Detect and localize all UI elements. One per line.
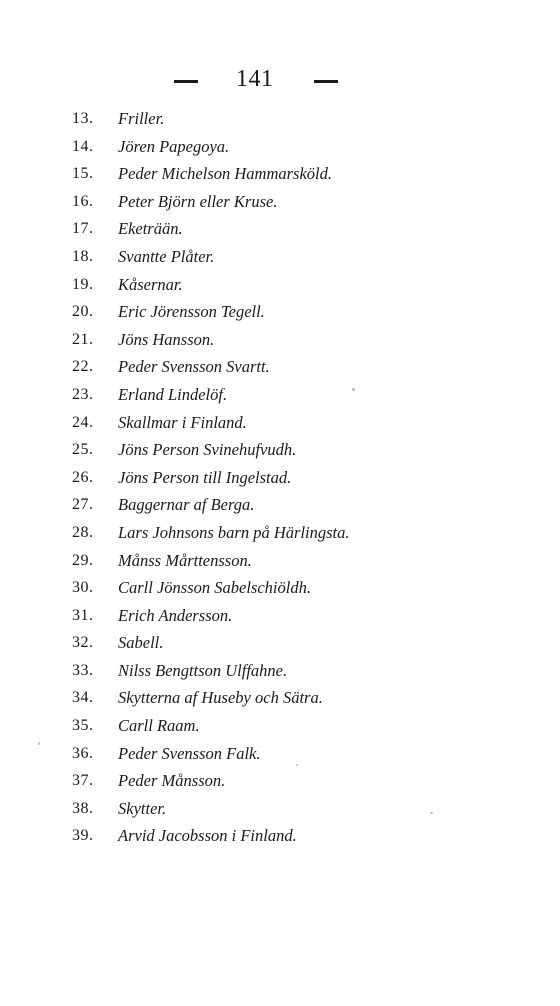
entry-name: Skallmar i Finland.	[118, 412, 247, 432]
entry-name: Friller.	[118, 109, 165, 128]
entry-name: Peter Björn eller Kruse.	[118, 191, 278, 211]
entry-number: 21.	[72, 330, 94, 348]
list-item	[0, 632, 560, 660]
entry-number: 25.	[72, 441, 94, 459]
entry-name: Lars Johnsons barn på Härlingsta.	[118, 522, 350, 542]
list-item	[0, 715, 560, 743]
entry-number: 20.	[72, 303, 94, 321]
entry-number: 35.	[72, 717, 94, 735]
entry-number: 23.	[72, 385, 94, 403]
entry-name: Skytter.	[118, 798, 167, 818]
entry-number: 36.	[72, 744, 94, 762]
entry-number: 34.	[72, 689, 94, 707]
list-item	[0, 798, 560, 826]
entry-name: Arvid Jacobsson i Finland.	[118, 826, 297, 846]
entry-number: 24.	[72, 413, 94, 431]
entry-name: Carll Jönsson Sabelschiöldh.	[118, 578, 311, 598]
entry-number: 17.	[72, 220, 94, 238]
entry-name: Baggernar af Berga.	[118, 495, 255, 515]
entry-number: 31.	[72, 606, 94, 624]
entry-number: 39.	[72, 827, 94, 845]
entry-name: Erland Lindelöf.	[118, 384, 228, 404]
list-item	[0, 467, 560, 495]
list-item	[0, 577, 560, 605]
list-item	[0, 687, 560, 715]
list-item	[0, 825, 560, 853]
entry-name: Jöns Hansson.	[118, 329, 215, 349]
list-item	[0, 246, 560, 274]
entry-name: Svantte Plåter.	[118, 246, 215, 266]
list-item	[0, 412, 560, 440]
entry-name: Jören Papegoya.	[118, 136, 230, 156]
print-speck	[296, 764, 298, 766]
entry-name: Månss Mårttensson.	[118, 550, 252, 570]
entry-name: Peder Månsson.	[118, 771, 226, 791]
entry-number: 32.	[72, 634, 94, 652]
list-item	[0, 494, 560, 522]
entry-name: Peder Michelson Hammarsköld.	[118, 164, 333, 184]
print-speck	[352, 388, 355, 391]
list-item	[0, 329, 560, 357]
header-dash-right	[314, 80, 338, 83]
header-dash-left	[174, 80, 198, 83]
entry-list	[0, 108, 560, 853]
entry-name: Eric Jörensson Tegell.	[118, 302, 265, 322]
entry-number: 26.	[72, 468, 94, 486]
list-item	[0, 136, 560, 164]
entry-name: Jöns Person Svinehufvudh.	[118, 440, 297, 460]
list-item	[0, 218, 560, 246]
entry-number: 38.	[72, 799, 94, 817]
list-item	[0, 550, 560, 578]
entry-number: 28.	[72, 523, 94, 541]
entry-number: 15.	[72, 165, 94, 183]
entry-name: Eketrään.	[118, 219, 183, 239]
entry-number: 16.	[72, 192, 94, 210]
entry-name: Erich Andersson.	[118, 605, 233, 625]
entry-name: Peder Svensson Svartt.	[118, 357, 270, 377]
list-item	[0, 301, 560, 329]
entry-number: 19.	[72, 275, 94, 293]
list-item	[0, 384, 560, 412]
list-item	[0, 605, 560, 633]
page-number: 141	[236, 66, 274, 92]
list-item	[0, 274, 560, 302]
entry-name: Carll Raam.	[118, 716, 200, 736]
entry-name: Jöns Person till Ingelstad.	[118, 467, 292, 487]
list-item	[0, 439, 560, 467]
entry-name: Nilss Bengttson Ulffahne.	[118, 660, 288, 680]
entry-name: Skytterna af Huseby och Sätra.	[118, 688, 323, 708]
page-header	[0, 66, 560, 96]
print-speck	[38, 742, 40, 745]
entry-name: Peder Svensson Falk.	[118, 743, 261, 763]
list-item	[0, 743, 560, 771]
list-item	[0, 163, 560, 191]
entry-number: 37.	[72, 772, 94, 790]
list-item	[0, 660, 560, 688]
entry-number: 13.	[72, 110, 94, 127]
list-item	[0, 191, 560, 219]
print-speck	[430, 812, 433, 814]
entry-number: 27.	[72, 496, 94, 514]
entry-number: 29.	[72, 551, 94, 569]
entry-name: Sabell.	[118, 633, 164, 653]
entry-number: 30.	[72, 579, 94, 597]
entry-number: 33.	[72, 661, 94, 679]
list-item	[0, 108, 560, 136]
entry-number: 18.	[72, 247, 94, 265]
list-item	[0, 356, 560, 384]
list-item	[0, 770, 560, 798]
list-item	[0, 522, 560, 550]
entry-name: Kåsernar.	[118, 274, 183, 294]
entry-number: 14.	[72, 137, 94, 155]
entry-number: 22.	[72, 358, 94, 376]
